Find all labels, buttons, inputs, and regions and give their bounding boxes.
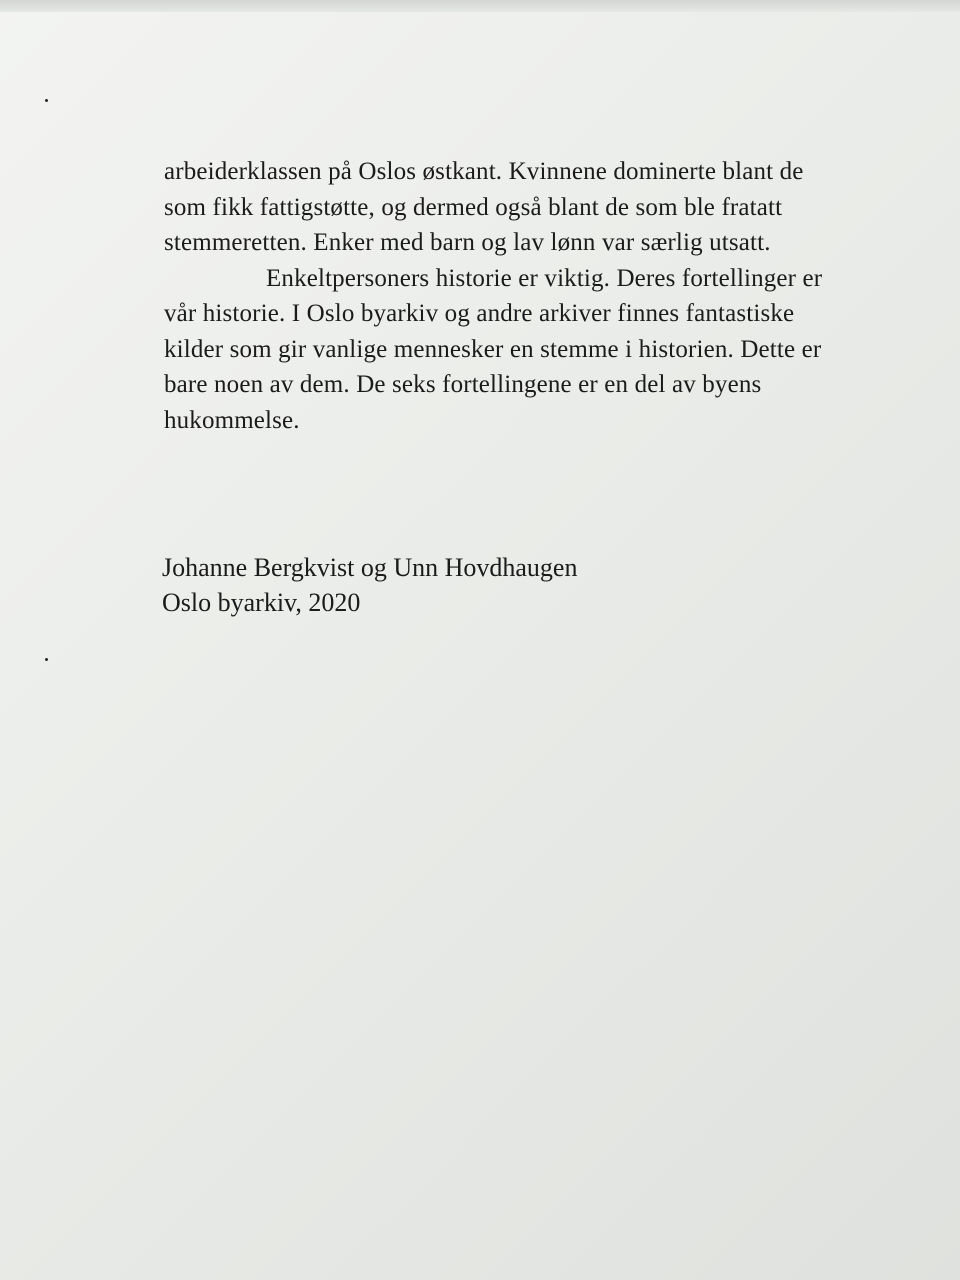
text-line: kilder som gir vanlige mennesker en stemme i historien. Dette er [164,335,822,363]
ink-speck [45,658,48,661]
ink-speck [45,99,48,102]
text-line: som fikk fattigstøtte, og dermed også blant de som ble fratatt [164,193,783,221]
signature-authors: Johanne Bergkvist og Unn Hovdhaugen [162,553,578,582]
signature-publisher-year: Oslo byarkiv, 2020 [162,588,361,617]
page-top-edge [0,0,960,12]
text-line: stemmeretten. Enker med barn og lav lønn var særlig utsatt. [164,229,771,256]
text-line: hukommelse. [164,406,300,434]
paragraph-start-line: Enkeltpersoners historie er viktig. Deres fortellinger er [266,264,823,292]
text-line: vår historie. I Oslo byarkiv og andre arkiver finnes fantastiske [164,300,795,327]
text-line: arbeiderklassen på Oslos østkant. Kvinnene dominerte blant de [164,158,804,185]
text-line: bare noen av dem. De seks fortellingene er en del av byens [164,371,762,398]
body-paragraphs [164,154,934,438]
signature-block [162,550,577,620]
